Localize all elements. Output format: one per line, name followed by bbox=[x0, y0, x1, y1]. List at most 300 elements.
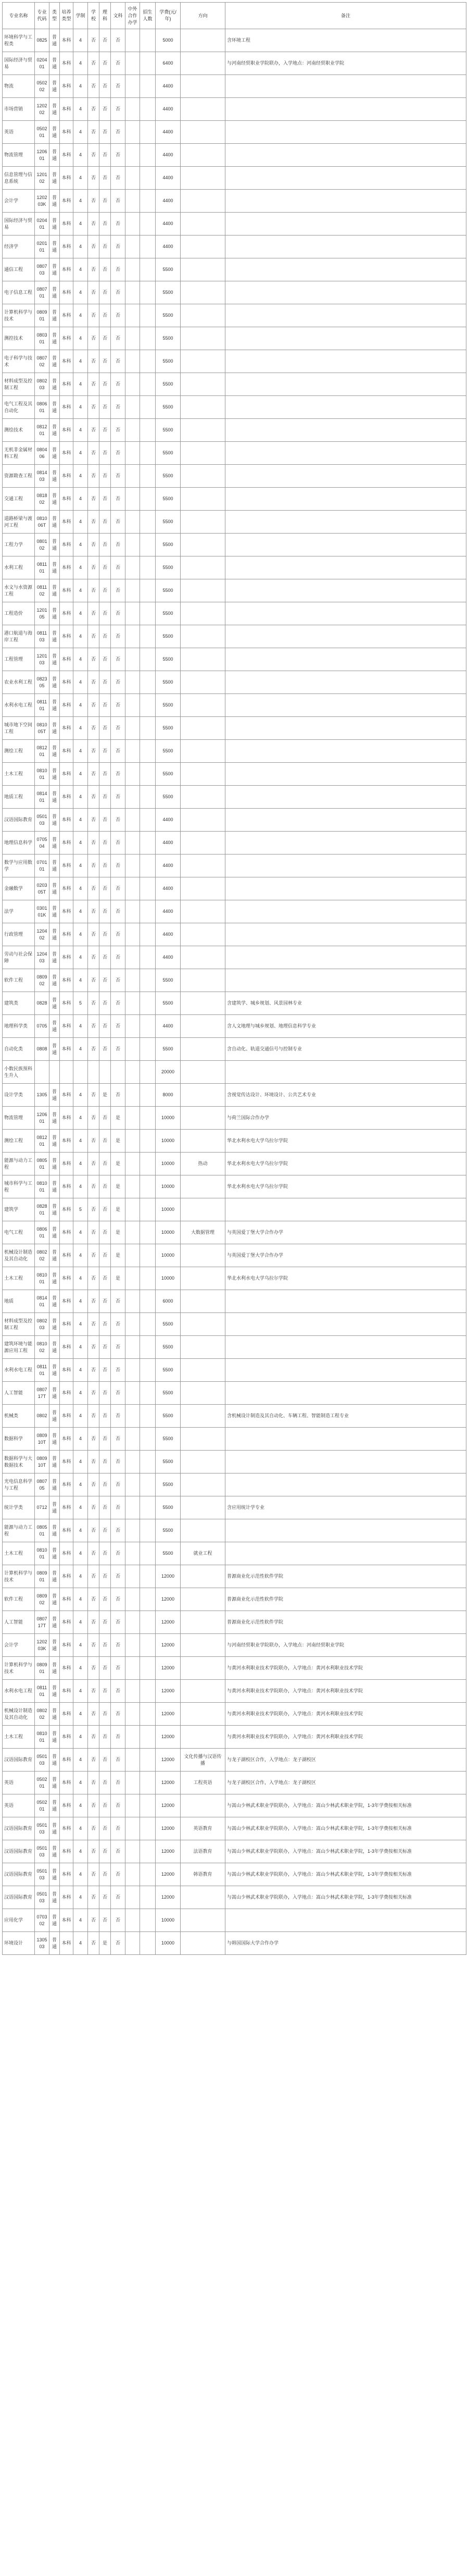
cell-code: 081201 bbox=[35, 419, 49, 442]
cell-plan bbox=[140, 1588, 156, 1611]
cell-joint bbox=[125, 121, 140, 144]
cell-category: 普通 bbox=[49, 1382, 60, 1405]
cell-years: 4 bbox=[73, 1588, 88, 1611]
cell-note: 华北水利水电大学乌拉尔学院 bbox=[225, 1153, 466, 1175]
cell-years: 4 bbox=[73, 327, 88, 350]
cell-science: 否 bbox=[99, 121, 111, 144]
cell-years: 4 bbox=[73, 488, 88, 511]
cell-arts: 否 bbox=[111, 1817, 125, 1840]
cell-science: 否 bbox=[99, 442, 111, 465]
table-row bbox=[3, 1657, 466, 1680]
cell-fee: 5500 bbox=[156, 1451, 181, 1473]
cell-education: 本科 bbox=[60, 1680, 73, 1703]
cell-arts: 否 bbox=[111, 1886, 125, 1909]
cell-joint bbox=[125, 809, 140, 832]
table-row bbox=[3, 1680, 466, 1703]
cell-science: 否 bbox=[99, 786, 111, 809]
cell-category: 普通 bbox=[49, 442, 60, 465]
header-science: 理科 bbox=[99, 3, 111, 29]
cell-science: 否 bbox=[99, 511, 111, 534]
cell-code: 0825 bbox=[35, 29, 49, 52]
cell-joint bbox=[125, 350, 140, 373]
cell-name: 劳动与社会保障 bbox=[3, 946, 35, 969]
cell-note: 与嵩山少林武术职业学院联办，入学地点：嵩山少林武术职业学院，1-3年学费按相关标准 bbox=[225, 1886, 466, 1909]
cell-years: 4 bbox=[73, 1221, 88, 1244]
cell-fee: 12000 bbox=[156, 1749, 181, 1772]
table-row bbox=[3, 1703, 466, 1726]
cell-note: 与嵩山少林武术职业学院联办，入学地点：嵩山少林武术职业学院，1-3年学费按相关标准 bbox=[225, 1863, 466, 1886]
cell-arts: 否 bbox=[111, 556, 125, 579]
cell-direction bbox=[181, 1611, 225, 1634]
cell-name: 汉语国际教育 bbox=[3, 1840, 35, 1863]
cell-fee: 10000 bbox=[156, 1932, 181, 1955]
cell-arts: 否 bbox=[111, 1565, 125, 1588]
cell-note bbox=[225, 832, 466, 854]
cell-education: 本科 bbox=[60, 1405, 73, 1428]
cell-science: 否 bbox=[99, 1657, 111, 1680]
cell-science: 否 bbox=[99, 1221, 111, 1244]
cell-science: 否 bbox=[99, 1749, 111, 1772]
cell-school: 否 bbox=[88, 1588, 99, 1611]
cell-plan bbox=[140, 213, 156, 236]
table-row bbox=[3, 350, 466, 373]
cell-plan bbox=[140, 236, 156, 258]
cell-joint bbox=[125, 1588, 140, 1611]
cell-note bbox=[225, 1382, 466, 1405]
table-row bbox=[3, 1749, 466, 1772]
cell-school: 否 bbox=[88, 992, 99, 1015]
cell-name: 人工智能 bbox=[3, 1611, 35, 1634]
cell-category: 普通 bbox=[49, 1726, 60, 1749]
cell-fee: 10000 bbox=[156, 1244, 181, 1267]
cell-note bbox=[225, 327, 466, 350]
cell-plan bbox=[140, 1336, 156, 1359]
cell-education: 本科 bbox=[60, 900, 73, 923]
cell-category: 普通 bbox=[49, 1107, 60, 1130]
cell-arts: 否 bbox=[111, 1519, 125, 1542]
cell-name: 计算机科学与技术 bbox=[3, 1657, 35, 1680]
cell-category: 普通 bbox=[49, 1359, 60, 1382]
cell-school: 否 bbox=[88, 1405, 99, 1428]
cell-school: 否 bbox=[88, 144, 99, 167]
cell-direction bbox=[181, 1428, 225, 1451]
cell-arts: 否 bbox=[111, 1680, 125, 1703]
cell-name: 测控技术 bbox=[3, 327, 35, 350]
cell-code: 081001 bbox=[35, 763, 49, 786]
cell-arts: 否 bbox=[111, 75, 125, 98]
table-row bbox=[3, 1405, 466, 1428]
cell-plan bbox=[140, 75, 156, 98]
cell-joint bbox=[125, 740, 140, 763]
cell-code: 080601 bbox=[35, 396, 49, 419]
cell-education: 本科 bbox=[60, 1519, 73, 1542]
cell-years: 4 bbox=[73, 1428, 88, 1451]
cell-science: 否 bbox=[99, 1359, 111, 1382]
cell-fee: 4400 bbox=[156, 877, 181, 900]
cell-note bbox=[225, 877, 466, 900]
cell-plan bbox=[140, 900, 156, 923]
cell-code: 081001 bbox=[35, 1542, 49, 1565]
cell-name: 土木工程 bbox=[3, 1726, 35, 1749]
cell-code: 120601 bbox=[35, 144, 49, 167]
cell-school: 否 bbox=[88, 213, 99, 236]
cell-arts: 是 bbox=[111, 1153, 125, 1175]
cell-years: 4 bbox=[73, 304, 88, 327]
cell-name: 通信工程 bbox=[3, 258, 35, 281]
cell-joint bbox=[125, 236, 140, 258]
cell-plan bbox=[140, 1084, 156, 1107]
cell-name: 城市科学与工程 bbox=[3, 1175, 35, 1198]
cell-science: 否 bbox=[99, 1886, 111, 1909]
cell-plan bbox=[140, 1107, 156, 1130]
cell-years: 4 bbox=[73, 373, 88, 396]
cell-school: 否 bbox=[88, 167, 99, 190]
cell-plan bbox=[140, 923, 156, 946]
cell-education: 本科 bbox=[60, 923, 73, 946]
cell-category: 普通 bbox=[49, 1794, 60, 1817]
cell-code: 080910T bbox=[35, 1451, 49, 1473]
cell-name: 环境设计 bbox=[3, 1932, 35, 1955]
cell-science: 否 bbox=[99, 304, 111, 327]
cell-plan bbox=[140, 648, 156, 671]
cell-code: 081001 bbox=[35, 1175, 49, 1198]
cell-plan bbox=[140, 832, 156, 854]
cell-plan bbox=[140, 854, 156, 877]
table-row bbox=[3, 29, 466, 52]
cell-direction bbox=[181, 900, 225, 923]
cell-years: 4 bbox=[73, 1451, 88, 1473]
cell-years: 5 bbox=[73, 992, 88, 1015]
cell-fee: 5500 bbox=[156, 465, 181, 488]
cell-plan bbox=[140, 1153, 156, 1175]
cell-name: 测绘工程 bbox=[3, 1130, 35, 1153]
cell-education: 本科 bbox=[60, 1749, 73, 1772]
cell-education: 本科 bbox=[60, 1542, 73, 1565]
cell-direction bbox=[181, 419, 225, 442]
cell-education: 本科 bbox=[60, 419, 73, 442]
cell-direction bbox=[181, 1061, 225, 1084]
cell-code: 0802 bbox=[35, 1405, 49, 1428]
cell-code: 080301 bbox=[35, 327, 49, 350]
cell-arts: 否 bbox=[111, 786, 125, 809]
cell-years: 4 bbox=[73, 29, 88, 52]
table-row bbox=[3, 1267, 466, 1290]
cell-direction: 工程英语 bbox=[181, 1772, 225, 1794]
cell-plan bbox=[140, 1473, 156, 1496]
cell-note bbox=[225, 809, 466, 832]
cell-fee: 5500 bbox=[156, 350, 181, 373]
cell-plan bbox=[140, 1772, 156, 1794]
cell-education: 本科 bbox=[60, 992, 73, 1015]
cell-science: 否 bbox=[99, 167, 111, 190]
cell-direction bbox=[181, 534, 225, 556]
cell-school: 否 bbox=[88, 1519, 99, 1542]
cell-joint bbox=[125, 1153, 140, 1175]
cell-plan bbox=[140, 1657, 156, 1680]
cell-arts: 否 bbox=[111, 1313, 125, 1336]
cell-fee: 5500 bbox=[156, 281, 181, 304]
cell-joint bbox=[125, 1107, 140, 1130]
cell-years: 4 bbox=[73, 1267, 88, 1290]
cell-fee: 4400 bbox=[156, 190, 181, 213]
cell-name: 物流管理 bbox=[3, 1107, 35, 1130]
cell-fee: 4400 bbox=[156, 1015, 181, 1038]
cell-joint bbox=[125, 1313, 140, 1336]
cell-years: 4 bbox=[73, 900, 88, 923]
cell-education: 本科 bbox=[60, 52, 73, 75]
cell-name: 电气工程 bbox=[3, 1221, 35, 1244]
table-row bbox=[3, 373, 466, 396]
table-row bbox=[3, 809, 466, 832]
cell-direction: 法语教育 bbox=[181, 1840, 225, 1863]
cell-school: 否 bbox=[88, 1038, 99, 1061]
cell-joint bbox=[125, 786, 140, 809]
cell-fee: 12000 bbox=[156, 1886, 181, 1909]
cell-science: 否 bbox=[99, 854, 111, 877]
cell-plan bbox=[140, 1382, 156, 1405]
cell-science: 否 bbox=[99, 1428, 111, 1451]
cell-joint bbox=[125, 1382, 140, 1405]
cell-direction: 大数据管理 bbox=[181, 1221, 225, 1244]
cell-code: 120102 bbox=[35, 167, 49, 190]
cell-direction bbox=[181, 1451, 225, 1473]
cell-joint bbox=[125, 419, 140, 442]
table-row bbox=[3, 1611, 466, 1634]
cell-note bbox=[225, 1336, 466, 1359]
cell-name: 工程力学 bbox=[3, 534, 35, 556]
cell-arts: 否 bbox=[111, 304, 125, 327]
cell-years: 4 bbox=[73, 98, 88, 121]
cell-joint bbox=[125, 1817, 140, 1840]
cell-name: 国际经济与贸易 bbox=[3, 213, 35, 236]
cell-joint bbox=[125, 98, 140, 121]
cell-arts: 否 bbox=[111, 52, 125, 75]
cell-school: 否 bbox=[88, 1863, 99, 1886]
table-row bbox=[3, 327, 466, 350]
cell-school: 否 bbox=[88, 1680, 99, 1703]
cell-school: 否 bbox=[88, 946, 99, 969]
cell-years: 4 bbox=[73, 1382, 88, 1405]
cell-note: 与英国爱丁堡大学合作办学 bbox=[225, 1244, 466, 1267]
cell-years: 4 bbox=[73, 1909, 88, 1932]
cell-direction: 韩语教育 bbox=[181, 1863, 225, 1886]
table-row bbox=[3, 1817, 466, 1840]
cell-direction bbox=[181, 1519, 225, 1542]
cell-science: 否 bbox=[99, 98, 111, 121]
cell-fee: 4400 bbox=[156, 213, 181, 236]
cell-direction bbox=[181, 579, 225, 602]
cell-name: 汉语国际教育 bbox=[3, 1817, 35, 1840]
cell-education: 本科 bbox=[60, 1817, 73, 1840]
cell-note: 与龙子湖校区合作，入学地点：龙子湖校区 bbox=[225, 1749, 466, 1772]
cell-fee: 5500 bbox=[156, 556, 181, 579]
cell-name: 计算机科学与技术 bbox=[3, 1565, 35, 1588]
cell-code: 120403 bbox=[35, 946, 49, 969]
cell-code: 130503 bbox=[35, 1932, 49, 1955]
cell-arts: 否 bbox=[111, 877, 125, 900]
cell-school: 否 bbox=[88, 648, 99, 671]
cell-school: 否 bbox=[88, 511, 99, 534]
cell-fee: 4400 bbox=[156, 900, 181, 923]
table-row bbox=[3, 1519, 466, 1542]
cell-school: 否 bbox=[88, 832, 99, 854]
cell-category: 普通 bbox=[49, 556, 60, 579]
cell-plan bbox=[140, 556, 156, 579]
table-row bbox=[3, 1451, 466, 1473]
table-row bbox=[3, 786, 466, 809]
cell-arts: 否 bbox=[111, 763, 125, 786]
cell-education: 本科 bbox=[60, 121, 73, 144]
cell-plan bbox=[140, 1130, 156, 1153]
cell-science: 否 bbox=[99, 740, 111, 763]
cell-plan bbox=[140, 1290, 156, 1313]
cell-plan bbox=[140, 1726, 156, 1749]
table-row bbox=[3, 923, 466, 946]
cell-code: 081006T bbox=[35, 511, 49, 534]
cell-joint bbox=[125, 671, 140, 694]
cell-direction bbox=[181, 1794, 225, 1817]
cell-note bbox=[225, 1428, 466, 1451]
cell-education: 本科 bbox=[60, 786, 73, 809]
cell-science: 否 bbox=[99, 1473, 111, 1496]
cell-years: 4 bbox=[73, 854, 88, 877]
cell-joint bbox=[125, 213, 140, 236]
table-row bbox=[3, 1175, 466, 1198]
cell-science: 否 bbox=[99, 579, 111, 602]
cell-education: 本科 bbox=[60, 946, 73, 969]
cell-fee: 12000 bbox=[156, 1703, 181, 1726]
cell-arts: 否 bbox=[111, 1703, 125, 1726]
cell-category: 普通 bbox=[49, 465, 60, 488]
cell-category: 普通 bbox=[49, 281, 60, 304]
cell-fee: 10000 bbox=[156, 1107, 181, 1130]
cell-name: 城市地下空间工程 bbox=[3, 717, 35, 740]
cell-name: 物流管理 bbox=[3, 144, 35, 167]
cell-education: 本科 bbox=[60, 1107, 73, 1130]
cell-school: 否 bbox=[88, 694, 99, 717]
cell-code: 080717T bbox=[35, 1611, 49, 1634]
cell-note bbox=[225, 625, 466, 648]
cell-code: 070302 bbox=[35, 1909, 49, 1932]
table-row bbox=[3, 1772, 466, 1794]
cell-science: 否 bbox=[99, 1794, 111, 1817]
header-joint: 中外合作办学 bbox=[125, 3, 140, 29]
cell-plan bbox=[140, 144, 156, 167]
cell-fee: 20000 bbox=[156, 1061, 181, 1084]
cell-direction bbox=[181, 1726, 225, 1749]
cell-years: 4 bbox=[73, 1565, 88, 1588]
cell-science: 否 bbox=[99, 488, 111, 511]
cell-school: 否 bbox=[88, 1175, 99, 1198]
cell-fee: 5500 bbox=[156, 786, 181, 809]
cell-direction bbox=[181, 1703, 225, 1726]
cell-note: 含应用统计学专业 bbox=[225, 1496, 466, 1519]
cell-years: 4 bbox=[73, 1313, 88, 1336]
cell-code: 080705 bbox=[35, 1473, 49, 1496]
cell-years: 4 bbox=[73, 832, 88, 854]
cell-name: 测绘工程 bbox=[3, 740, 35, 763]
table-row bbox=[3, 1107, 466, 1130]
cell-plan bbox=[140, 419, 156, 442]
header-plan: 招生人数 bbox=[140, 3, 156, 29]
cell-fee: 4400 bbox=[156, 923, 181, 946]
cell-plan bbox=[140, 1061, 156, 1084]
cell-arts: 否 bbox=[111, 1726, 125, 1749]
cell-note bbox=[225, 190, 466, 213]
cell-name: 地质工程 bbox=[3, 786, 35, 809]
cell-school: 否 bbox=[88, 1313, 99, 1336]
cell-years: 4 bbox=[73, 671, 88, 694]
cell-years: 4 bbox=[73, 442, 88, 465]
table-row bbox=[3, 1038, 466, 1061]
cell-school: 否 bbox=[88, 373, 99, 396]
cell-joint bbox=[125, 258, 140, 281]
cell-fee: 5500 bbox=[156, 1038, 181, 1061]
cell-category: 普通 bbox=[49, 1680, 60, 1703]
cell-name: 地质 bbox=[3, 1290, 35, 1313]
table-row bbox=[3, 258, 466, 281]
table-row bbox=[3, 1153, 466, 1175]
cell-plan bbox=[140, 1611, 156, 1634]
cell-fee: 5000 bbox=[156, 29, 181, 52]
cell-education: 本科 bbox=[60, 1794, 73, 1817]
cell-joint bbox=[125, 969, 140, 992]
cell-direction bbox=[181, 717, 225, 740]
cell-name: 水利工程 bbox=[3, 556, 35, 579]
cell-direction bbox=[181, 969, 225, 992]
cell-school: 否 bbox=[88, 121, 99, 144]
cell-direction bbox=[181, 946, 225, 969]
cell-science: 否 bbox=[99, 75, 111, 98]
cell-plan bbox=[140, 877, 156, 900]
cell-fee: 5500 bbox=[156, 1542, 181, 1565]
cell-arts: 否 bbox=[111, 992, 125, 1015]
cell-category: 普通 bbox=[49, 1175, 60, 1198]
cell-category: 普通 bbox=[49, 213, 60, 236]
cell-arts: 否 bbox=[111, 1909, 125, 1932]
cell-school: 否 bbox=[88, 534, 99, 556]
table-row bbox=[3, 1909, 466, 1932]
cell-name: 信息管理与信息系统 bbox=[3, 167, 35, 190]
cell-science: 否 bbox=[99, 1634, 111, 1657]
cell-code: 081802 bbox=[35, 488, 49, 511]
cell-fee: 10000 bbox=[156, 1130, 181, 1153]
cell-plan bbox=[140, 1863, 156, 1886]
table-row bbox=[3, 602, 466, 625]
cell-education: 本科 bbox=[60, 1038, 73, 1061]
cell-education: 本科 bbox=[60, 350, 73, 373]
cell-arts: 否 bbox=[111, 694, 125, 717]
cell-fee: 12000 bbox=[156, 1772, 181, 1794]
cell-years: 4 bbox=[73, 1107, 88, 1130]
cell-name: 应用化学 bbox=[3, 1909, 35, 1932]
cell-education: 本科 bbox=[60, 75, 73, 98]
cell-category: 普通 bbox=[49, 396, 60, 419]
cell-joint bbox=[125, 1932, 140, 1955]
cell-arts: 否 bbox=[111, 1405, 125, 1428]
cell-category: 普通 bbox=[49, 1749, 60, 1772]
cell-joint bbox=[125, 1451, 140, 1473]
cell-years: 4 bbox=[73, 1703, 88, 1726]
cell-code: 082801 bbox=[35, 1198, 49, 1221]
cell-fee: 6400 bbox=[156, 52, 181, 75]
cell-fee: 5500 bbox=[156, 694, 181, 717]
cell-plan bbox=[140, 1496, 156, 1519]
cell-education: 本科 bbox=[60, 258, 73, 281]
cell-joint bbox=[125, 373, 140, 396]
cell-education: 本科 bbox=[60, 511, 73, 534]
cell-fee: 5500 bbox=[156, 992, 181, 1015]
